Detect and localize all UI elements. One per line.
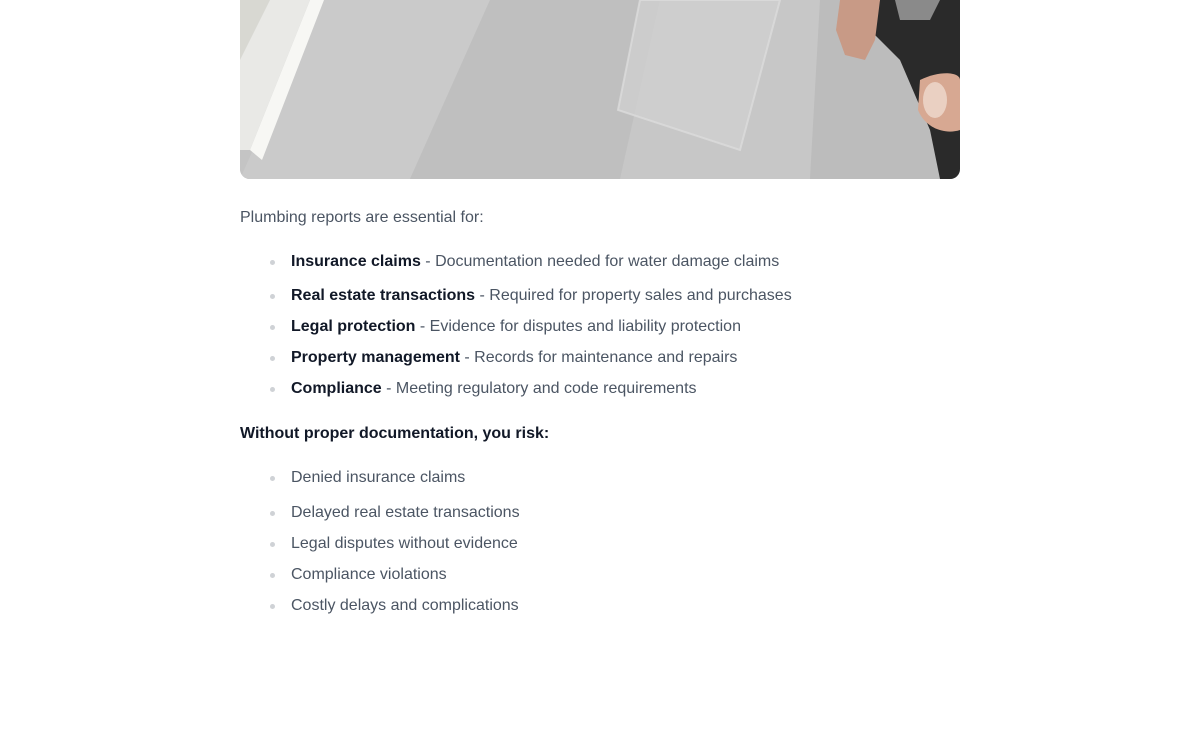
article-content	[240, 0, 960, 614]
list-item-text: Delayed real estate transactions	[291, 504, 520, 521]
bullet-icon	[270, 542, 275, 547]
bullet-icon	[270, 260, 275, 265]
bullet-icon	[270, 387, 275, 392]
bullet-icon	[270, 356, 275, 361]
risk-heading: Without proper documentation, you risk:	[240, 425, 550, 442]
list-item-text: Costly delays and complications	[291, 597, 519, 614]
bullet-icon	[270, 476, 275, 481]
list-item-title: Insurance claims	[291, 253, 421, 270]
list-item-desc: - Records for maintenance and repairs	[459, 349, 738, 366]
list-item-text: Legal disputes without evidence	[291, 535, 518, 552]
list-item-text: Denied insurance claims	[291, 469, 466, 486]
bullet-icon	[270, 325, 275, 330]
bullet-icon	[270, 511, 275, 516]
list-item-title: Legal protection	[291, 318, 416, 335]
list-item-desc: - Meeting regulatory and code requirements	[381, 380, 697, 397]
bullet-icon	[270, 294, 275, 299]
hero-image	[240, 0, 960, 179]
list-item-desc: - Documentation needed for water damage claims	[420, 253, 780, 270]
bullet-icon	[270, 604, 275, 609]
list-item-title: Real estate transactions	[291, 287, 476, 304]
bullet-icon	[270, 573, 275, 578]
list-item-title: Property management	[291, 349, 460, 366]
list-item-text: Compliance violations	[291, 566, 447, 583]
intro-text: Plumbing reports are essential for:	[240, 209, 484, 226]
list-item-desc: - Required for property sales and purchases	[475, 287, 792, 304]
list-item-desc: - Evidence for disputes and liability protection	[415, 318, 741, 335]
list-item-title: Compliance	[291, 380, 382, 397]
hero-photo-illustration	[240, 0, 960, 179]
